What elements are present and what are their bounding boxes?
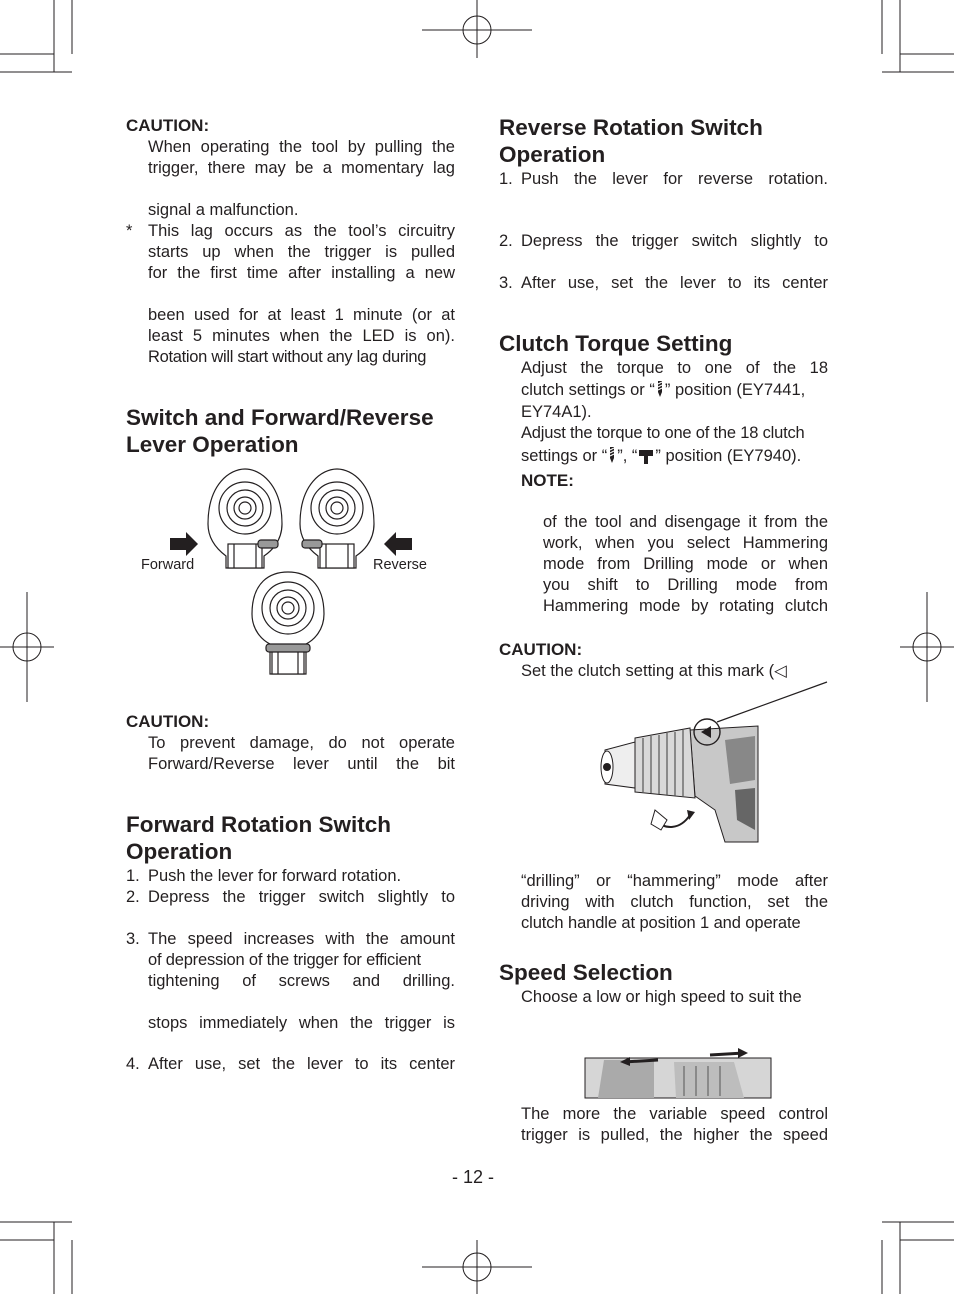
caution-title: CAUTION: [126, 712, 210, 731]
speed-text-line: The more the variable speed control [521, 1105, 828, 1123]
note-text-line: you shift to Drilling mode from [543, 576, 828, 594]
caution-text-line: When operating the tool by pulling the [148, 138, 455, 156]
section-heading: Speed Selection [499, 960, 673, 985]
caution-text-line: signal a malfunction. [148, 201, 299, 219]
list-item-text: Push the lever for reverse rotation. [521, 170, 828, 188]
list-number: 3. [499, 274, 513, 292]
list-number: 3. [126, 930, 140, 948]
list-number: 2. [499, 232, 513, 250]
clutch-text-line: clutch settings or “ ” position (EY7441, [521, 381, 806, 399]
caution-text-line: Forward/Reverse lever until the bit [148, 755, 455, 773]
asterisk-marker: * [126, 222, 133, 240]
list-item-text: Depress the trigger switch slightly to [521, 232, 828, 250]
caution-title: CAUTION: [126, 116, 210, 135]
page-number: - 12 - [452, 1167, 495, 1187]
note-text-line: for the first time after installing a new [148, 264, 455, 282]
clutch-text-line: Adjust the torque to one of the 18 clutch [521, 424, 805, 442]
reverse-label: Reverse [373, 557, 427, 573]
section-heading: Lever Operation [126, 432, 299, 457]
section-heading: Operation [126, 839, 233, 864]
clutch-text-line: “drilling” or “hammering” mode after [521, 872, 828, 890]
list-number: 4. [126, 1055, 140, 1073]
list-item-text: of depression of the trigger for efficient [148, 951, 421, 969]
clutch-text-line: clutch handle at position 1 and operate [521, 914, 801, 932]
list-number: 1. [126, 867, 140, 885]
list-item-text: stops immediately when the trigger is [148, 1014, 455, 1032]
note-text-line: starts up when the trigger is pulled [148, 243, 455, 261]
speed-text-line: Choose a low or high speed to suit the [521, 988, 802, 1006]
note-text-line: This lag occurs as the tool’s circuitry [148, 222, 455, 240]
list-item-text: Depress the trigger switch slightly to [148, 888, 455, 906]
note-text-line: Rotation will start without any lag during [148, 348, 427, 366]
drill-bit-icon [655, 380, 665, 398]
drill-bit-icon [607, 446, 617, 464]
arrow-right-icon [170, 532, 198, 556]
caution-text-line: trigger, there may be a momentary lag [148, 159, 455, 177]
note-text-line: of the tool and disengage it from the [543, 513, 828, 531]
section-heading: Reverse Rotation Switch [499, 115, 763, 140]
section-heading: Forward Rotation Switch [126, 812, 392, 837]
clutch-text-line: EY74A1). [521, 403, 592, 421]
list-number: 2. [126, 888, 140, 906]
note-text-line: work, when you select Hammering [543, 534, 828, 552]
caution-title: CAUTION: [499, 640, 583, 659]
note-text-line: been used for at least 1 minute (or at [148, 306, 455, 324]
speed-selector-figure [584, 1048, 772, 1100]
section-heading: Switch and Forward/Reverse [126, 405, 434, 430]
note-text-line: least 5 minutes when the LED is on). [148, 327, 455, 345]
clutch-text-line: Adjust the torque to one of the 18 [521, 359, 828, 377]
caution-text-line: Set the clutch setting at this mark (◁ [521, 662, 787, 680]
note-title: NOTE: [521, 471, 574, 490]
arrow-left-icon [384, 532, 412, 556]
list-item-text: Push the lever for forward rotation. [148, 867, 402, 885]
hammer-icon [637, 448, 655, 464]
clutch-text-line: driving with clutch function, set the [521, 893, 828, 911]
list-item-text: After use, set the lever to its center [521, 274, 828, 292]
caution-text-line: To prevent damage, do not operate [148, 734, 455, 752]
list-number: 1. [499, 170, 513, 188]
section-heading: Operation [499, 142, 606, 167]
clutch-text-line: settings or “ ”, “ ” position (EY7940). [521, 447, 802, 465]
forward-label: Forward [141, 557, 195, 573]
list-item-text: tightening of screws and drilling. [148, 972, 455, 990]
note-text-line: mode from Drilling mode or when [543, 555, 828, 573]
clutch-setting-figure [595, 680, 835, 850]
speed-text-line: trigger is pulled, the higher the speed [521, 1126, 828, 1144]
section-heading: Clutch Torque Setting [499, 331, 733, 356]
note-text-line: Hammering mode by rotating clutch [543, 597, 828, 615]
list-item-text: The speed increases with the amount [148, 930, 455, 948]
list-item-text: After use, set the lever to its center [148, 1055, 455, 1073]
